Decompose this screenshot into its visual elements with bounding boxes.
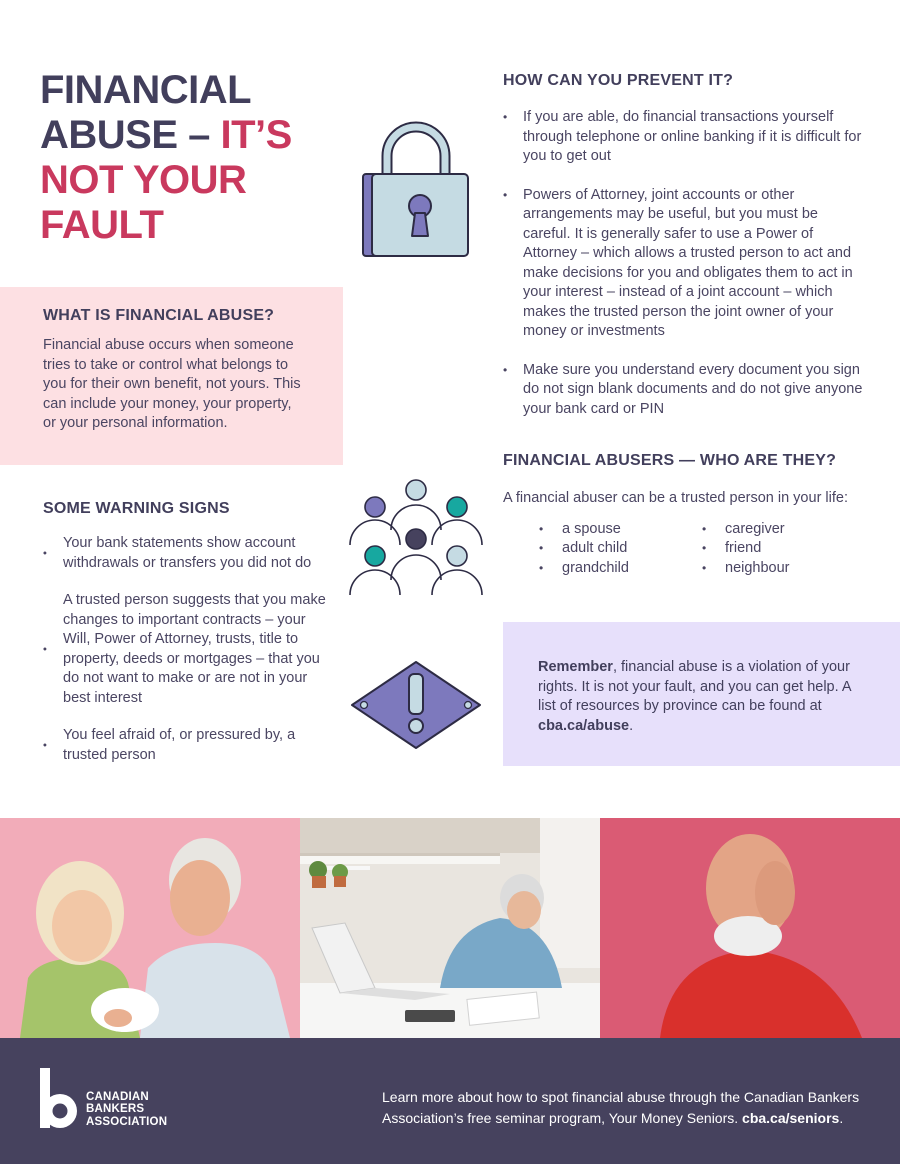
- title-line-2: [40, 113, 330, 158]
- title-line-2-a: ABUSE –: [40, 113, 221, 157]
- bullet-icon: •: [539, 521, 544, 536]
- bullet-icon: •: [503, 187, 508, 202]
- title-line-1: FINANCIAL: [40, 68, 252, 112]
- cba-b-logo-icon: [38, 1068, 80, 1130]
- photo-strip: [0, 818, 900, 1038]
- abusers-heading: FINANCIAL ABUSERS — WHO ARE THEY?: [503, 452, 837, 469]
- bullet-icon: •: [702, 560, 707, 575]
- warning-item: • You feel afraid of, or pressured by, a trusted person: [43, 727, 296, 763]
- warning-plaque-icon: [348, 660, 484, 750]
- bullet-icon: •: [503, 110, 508, 124]
- bullet-icon: •: [702, 521, 707, 536]
- list-item: • caregiver: [702, 520, 865, 540]
- warning-heading: SOME WARNING SIGNS: [43, 500, 230, 517]
- prevent-section: [503, 72, 868, 438]
- title-line-4: FAULT: [40, 203, 164, 247]
- prevent-item: • If you are able, do financial transactions yourself through telephone or online banking if it is difficult for you to get out: [503, 109, 862, 164]
- people-network-icon: [345, 475, 487, 600]
- warning-list: [43, 534, 335, 765]
- prevent-item: • Make sure you understand every document you sign do not sign blank documents and do not give anyone your bank card or PIN: [503, 361, 863, 417]
- photo-couple: [0, 818, 300, 1038]
- bullet-icon: •: [539, 560, 544, 575]
- remember-end: .: [629, 717, 634, 734]
- title-line-3: NOT YOUR: [40, 158, 247, 202]
- remember-box: [503, 622, 900, 766]
- bullet-icon: •: [702, 541, 707, 555]
- abusers-section: [503, 452, 883, 578]
- footer-text: Learn more about how to spot financial abuse through the Canadian Bankers Association’s free seminar program, Your Money Seniors. cba.ca/seniors.: [382, 1089, 860, 1126]
- bullet-icon: •: [539, 541, 544, 555]
- warning-item: • A trusted person suggests that you make changes to important contracts – your Will, Power of Attorney, trusts, title to property, deeds or mortgages – that you do not want to make or are not in your best interest: [43, 592, 326, 706]
- padlock-icon: [360, 116, 472, 261]
- seniors-link[interactable]: cba.ca/seniors: [742, 1110, 840, 1126]
- remember-text: , financial abuse is a violation of your rights. It is not your fault, and you can get help. A list of resources by province can be found at: [538, 659, 851, 714]
- photo-woman-desk: [300, 818, 600, 1038]
- prevent-heading: HOW CAN YOU PREVENT IT?: [503, 72, 734, 89]
- abusers-list-1: [539, 520, 702, 579]
- prevent-list: [503, 108, 868, 419]
- bullet-icon: •: [43, 642, 47, 655]
- abusers-columns: [503, 520, 883, 579]
- abuse-link[interactable]: cba.ca/abuse: [538, 717, 630, 734]
- abusers-list-2: [702, 520, 865, 579]
- abusers-intro: A financial abuser can be a trusted person in your life:: [503, 490, 848, 506]
- what-is-financial-abuse-box: [0, 287, 343, 465]
- remember-bold: Remember: [538, 659, 613, 675]
- footer: [0, 1038, 900, 1164]
- prevent-item: • Powers of Attorney, joint accounts or other arrangements may be useful, but you must be careful. It is generally safer to use a Power of Attorney – which allows a trusted person to act and make decisions for you and obligates them to act in your interest – instead of a joint account – which makes the trusted person the joint owner of your money or investments: [503, 186, 853, 339]
- bullet-icon: •: [43, 546, 47, 559]
- list-item: • grandchild: [539, 559, 702, 579]
- photo-worried-man: [600, 818, 900, 1038]
- what-heading: WHAT IS FINANCIAL ABUSE?: [43, 307, 275, 324]
- bullet-icon: •: [43, 738, 47, 751]
- cba-logo-text: CANADIAN BANKERS ASSOCIATION: [86, 1090, 168, 1128]
- page-title: [40, 68, 330, 248]
- warning-item: • Your bank statements show account withdrawals or transfers you did not do: [43, 535, 312, 571]
- title-line-2-b: IT’S: [220, 113, 292, 157]
- list-item: • a spouse: [539, 520, 702, 540]
- what-body: Financial abuse occurs when someone tries to take or control what belongs to you for their own benefit, not yours. This can include your money, your property, or your personal information.: [43, 337, 301, 431]
- list-item: • adult child: [539, 539, 702, 559]
- warning-signs-section: [43, 500, 335, 783]
- list-item: • neighbour: [702, 559, 865, 579]
- list-item: • friend: [702, 539, 865, 559]
- bullet-icon: •: [503, 362, 508, 377]
- cba-logo[interactable]: [38, 1068, 167, 1130]
